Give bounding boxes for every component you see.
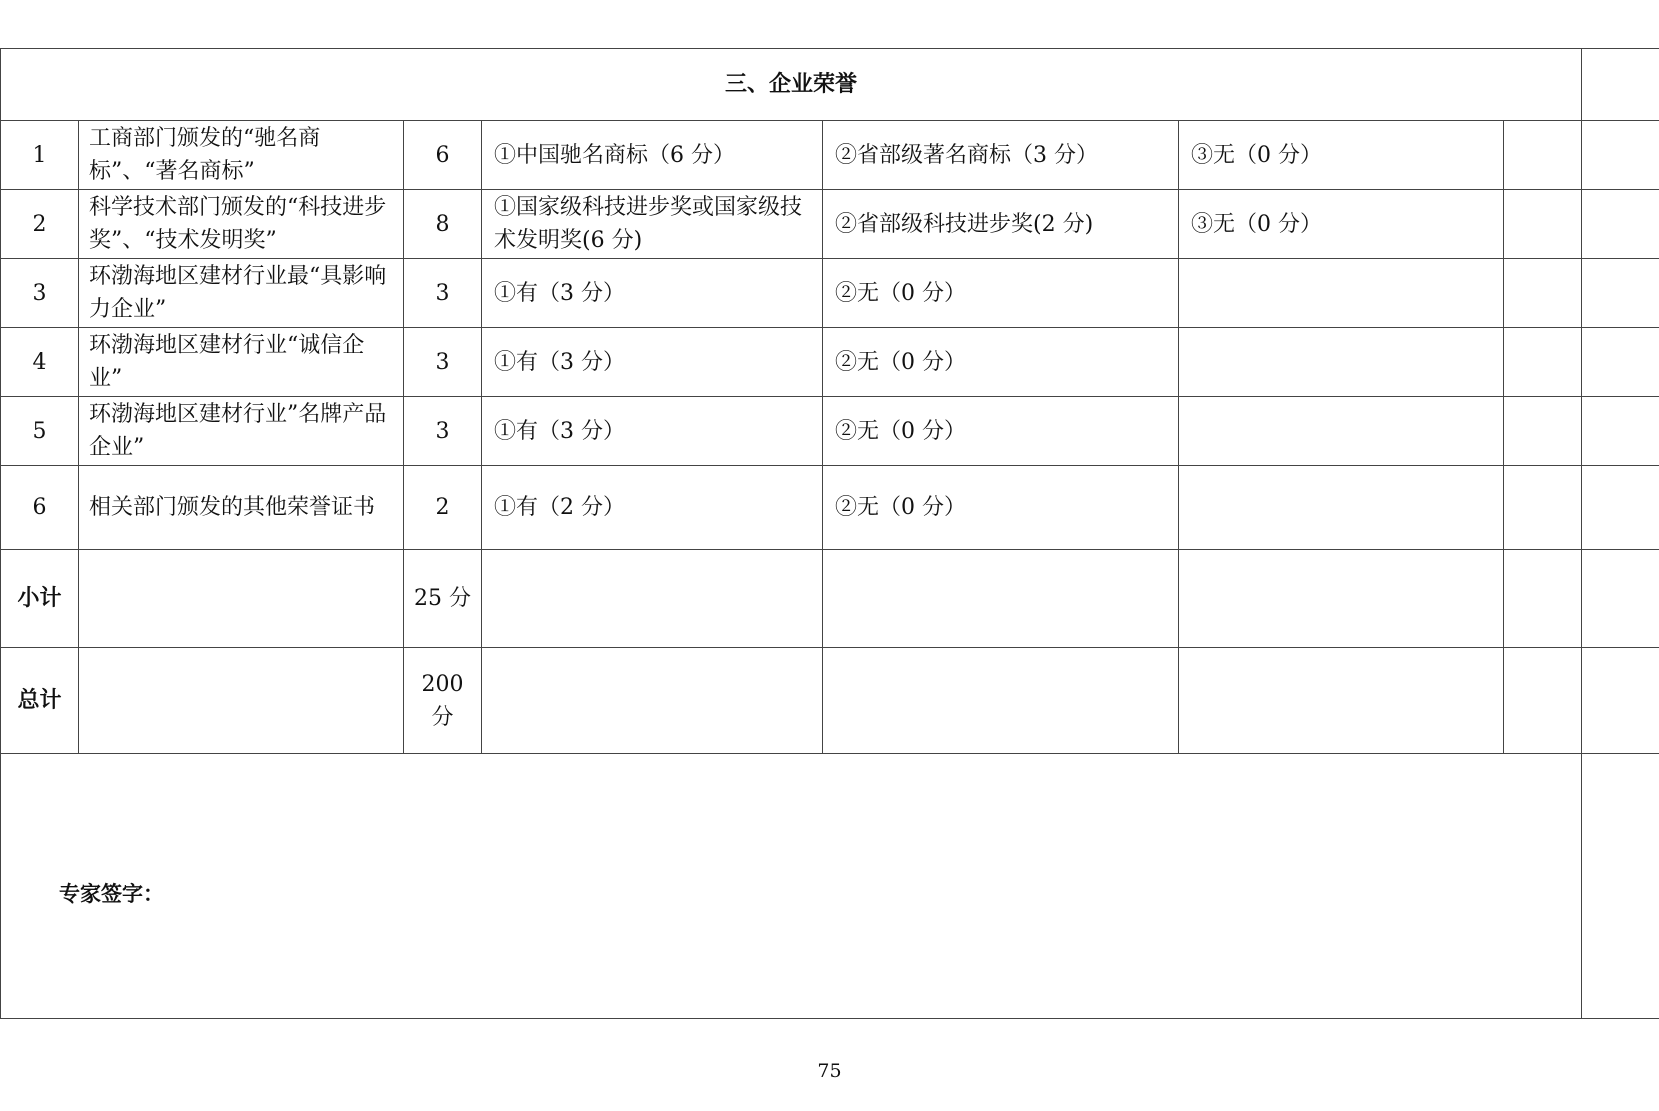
row-option-1: ①有（2 分）	[482, 466, 823, 550]
row-number: 6	[1, 466, 79, 550]
row-blank-right	[1582, 397, 1659, 466]
subtotal-blank	[482, 550, 823, 648]
row-number: 4	[1, 328, 79, 397]
row-blank-right	[1582, 121, 1659, 190]
table-row	[1, 190, 1659, 259]
subtotal-blank	[79, 550, 404, 648]
total-label: 总计	[1, 648, 79, 754]
row-score: 3	[404, 397, 482, 466]
row-blank	[1504, 259, 1582, 328]
row-option-3	[1179, 259, 1504, 328]
signature-label: 专家签字：	[59, 881, 164, 906]
row-option-3	[1179, 397, 1504, 466]
total-score: 200 分	[404, 648, 482, 754]
row-score: 6	[404, 121, 482, 190]
total-blank	[1504, 648, 1582, 754]
row-option-3: ③无（0 分）	[1179, 190, 1504, 259]
row-option-1: ①有（3 分）	[482, 328, 823, 397]
subtotal-blank-right	[1582, 550, 1659, 648]
subtotal-blank	[1179, 550, 1504, 648]
row-item: 环渤海地区建材行业“诚信企业”	[79, 328, 404, 397]
row-item: 科学技术部门颁发的“科技进步奖”、“技术发明奖”	[79, 190, 404, 259]
row-option-3	[1179, 466, 1504, 550]
page-number: 75	[817, 1060, 842, 1082]
row-item: 相关部门颁发的其他荣誉证书	[79, 466, 404, 550]
subtotal-label: 小计	[1, 550, 79, 648]
row-option-3	[1179, 328, 1504, 397]
table-row	[1, 328, 1659, 397]
table-row	[1, 397, 1659, 466]
row-number: 3	[1, 259, 79, 328]
total-blank	[79, 648, 404, 754]
total-row	[1, 648, 1659, 754]
total-blank	[823, 648, 1179, 754]
row-option-2: ②无（0 分）	[823, 328, 1179, 397]
subtotal-blank	[823, 550, 1179, 648]
row-option-2: ②省部级著名商标（3 分）	[823, 121, 1179, 190]
row-option-3: ③无（0 分）	[1179, 121, 1504, 190]
row-number: 5	[1, 397, 79, 466]
row-score: 3	[404, 259, 482, 328]
row-number: 2	[1, 190, 79, 259]
subtotal-score: 25 分	[404, 550, 482, 648]
row-blank	[1504, 397, 1582, 466]
signature-cell	[1, 754, 1582, 1019]
row-number: 1	[1, 121, 79, 190]
section-header-row	[1, 49, 1659, 121]
row-blank-right	[1582, 466, 1659, 550]
row-blank-right	[1582, 328, 1659, 397]
right-margin-cell	[1582, 49, 1659, 121]
signature-row	[1, 754, 1659, 1019]
row-blank	[1504, 328, 1582, 397]
row-item: 工商部门颁发的“驰名商标”、“著名商标”	[79, 121, 404, 190]
row-blank	[1504, 121, 1582, 190]
total-blank	[1179, 648, 1504, 754]
total-blank-right	[1582, 648, 1659, 754]
subtotal-blank	[1504, 550, 1582, 648]
row-blank-right	[1582, 259, 1659, 328]
row-blank	[1504, 190, 1582, 259]
section-title: 三、企业荣誉	[1, 49, 1582, 121]
row-option-1: ①有（3 分）	[482, 397, 823, 466]
scoring-table	[0, 48, 1659, 1019]
row-option-2: ②无（0 分）	[823, 259, 1179, 328]
table-row	[1, 466, 1659, 550]
row-blank-right	[1582, 190, 1659, 259]
total-blank	[482, 648, 823, 754]
row-score: 3	[404, 328, 482, 397]
row-item: 环渤海地区建材行业最“具影响力企业”	[79, 259, 404, 328]
table-row	[1, 259, 1659, 328]
row-option-2: ②无（0 分）	[823, 397, 1179, 466]
row-item: 环渤海地区建材行业”名牌产品企业”	[79, 397, 404, 466]
row-option-2: ②无（0 分）	[823, 466, 1179, 550]
row-option-1: ①国家级科技进步奖或国家级技术发明奖(6 分)	[482, 190, 823, 259]
signature-blank-right	[1582, 754, 1659, 1019]
row-option-1: ①有（3 分）	[482, 259, 823, 328]
row-score: 8	[404, 190, 482, 259]
row-option-2: ②省部级科技进步奖(2 分)	[823, 190, 1179, 259]
row-option-1: ①中国驰名商标（6 分）	[482, 121, 823, 190]
subtotal-row	[1, 550, 1659, 648]
table-row	[1, 121, 1659, 190]
row-score: 2	[404, 466, 482, 550]
row-blank	[1504, 466, 1582, 550]
